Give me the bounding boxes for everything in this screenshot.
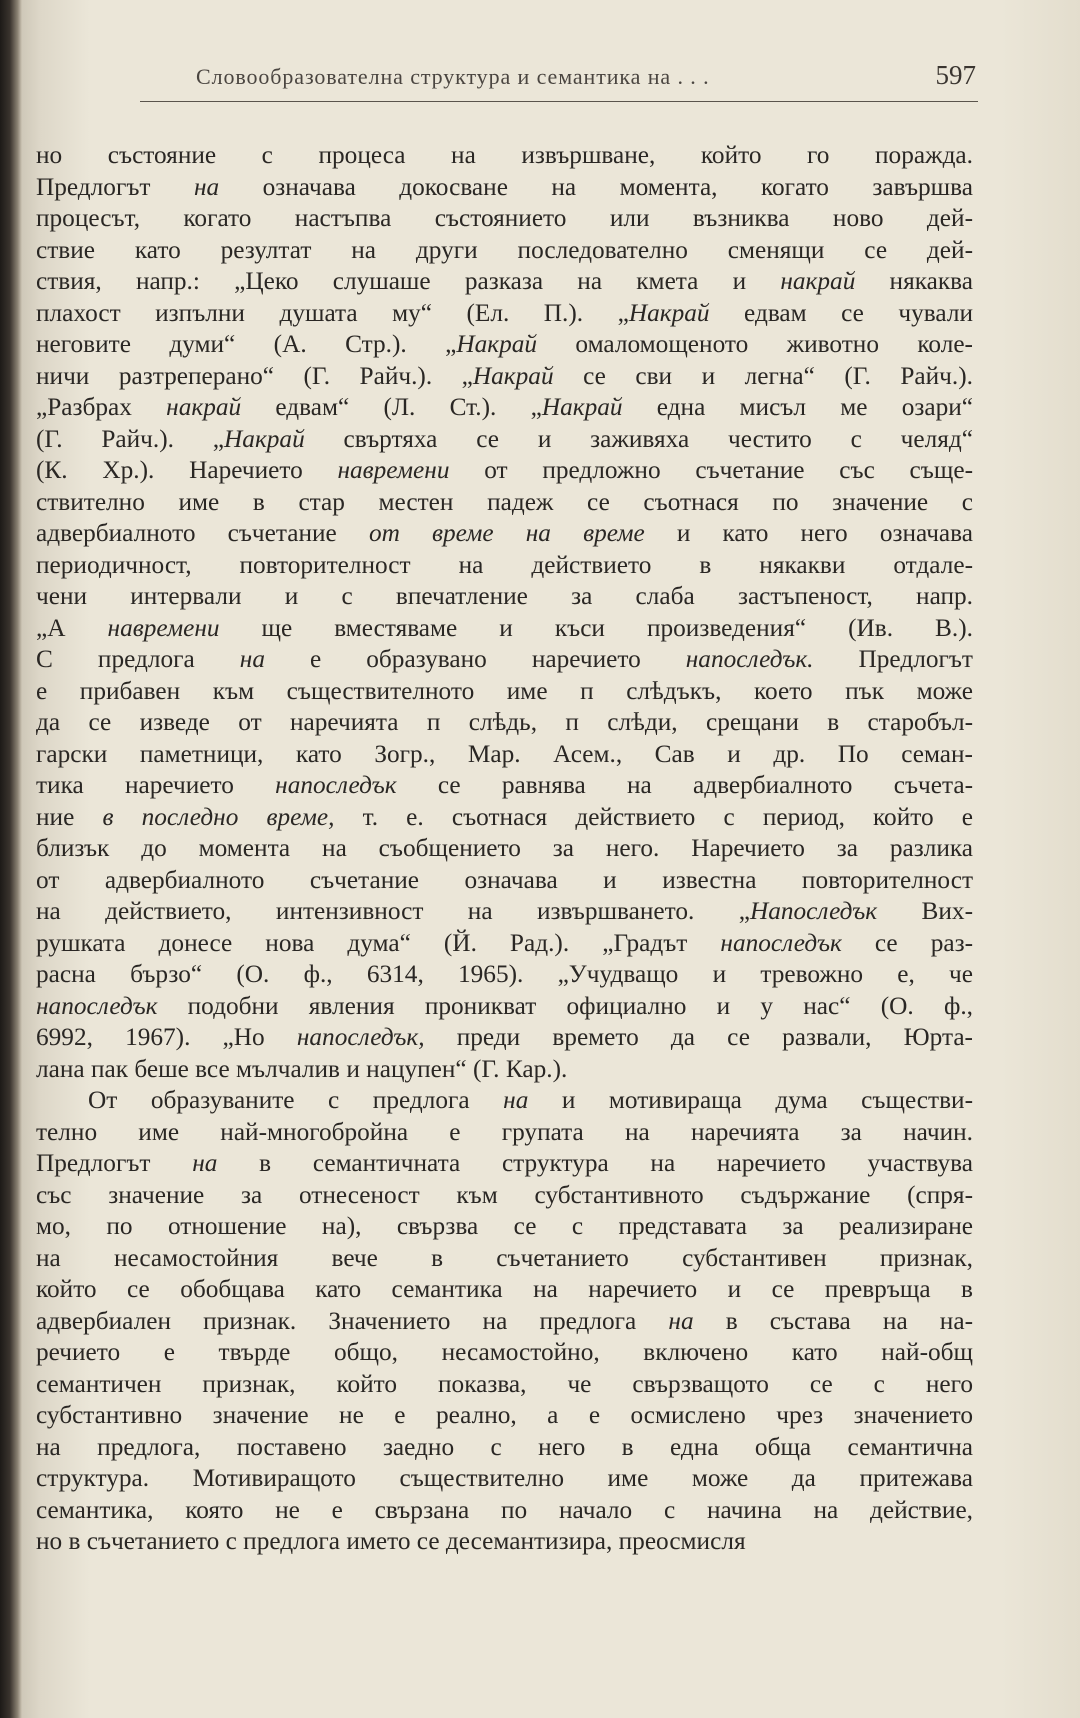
text-run: (К. Хр.). Наречието — [36, 456, 338, 484]
italic-run: Напоследък — [749, 897, 878, 925]
text-run: ничи разтреперано“ (Г. Райч.). „ — [36, 361, 473, 390]
text-run: е прибавен към съществителното име п слѣдъкъ, което пък може — [36, 676, 973, 705]
text-run: „А — [36, 613, 108, 642]
header-rule — [140, 101, 978, 102]
text-line — [36, 1085, 973, 1117]
text-run: плахост изпълни душата му“ (Ел. П.). „ — [36, 298, 629, 327]
text-line — [36, 1432, 973, 1464]
text-line — [36, 770, 973, 802]
text-line — [36, 1463, 973, 1495]
text-line — [36, 392, 973, 424]
text-line — [36, 266, 973, 298]
text-line — [36, 455, 973, 487]
text-line — [36, 1274, 973, 1306]
text-run: в състава на на- — [693, 1306, 973, 1335]
text-run: расна бързо“ (О. ф., 6314, 1965). „Учудващо и тревожно е, че — [36, 960, 973, 988]
italic-run: в последно време, — [102, 802, 335, 831]
italic-run: Накрай — [456, 330, 538, 358]
text-line — [36, 1526, 973, 1558]
text-run: ствие като резултат на други последователно сменящи се дей- — [36, 235, 973, 264]
text-line — [36, 298, 973, 330]
text-run: със значение за отнесеност към субстантивното съдържание (спря- — [36, 1180, 973, 1209]
text-run: речието е твърде общо, несамостойно, включено като най-общ — [36, 1338, 973, 1366]
italic-run: на — [239, 645, 265, 673]
body-text — [36, 140, 973, 1558]
text-run: една мисъл ме озари“ — [622, 393, 973, 421]
text-run: мо, по отношение на), свързва се с представата за реализиране — [36, 1212, 973, 1240]
running-title: Словообразователна структура и семантика на . . . — [196, 64, 710, 89]
text-run: ствително име в стар местен падеж се съотнася по значение с — [36, 487, 973, 516]
text-run: Вих- — [877, 897, 974, 925]
page-number: 597 — [935, 60, 976, 90]
page-header — [196, 62, 976, 96]
italic-run: на — [192, 1149, 218, 1177]
text-run: Предлогът — [36, 1149, 193, 1177]
text-run: от адвербиалното съчетание означава и известна повторителност — [36, 865, 973, 894]
text-run: семантика, която не е свързана по начало с начина на действие, — [36, 1495, 973, 1524]
text-run: преди времето да се развали, Юрта- — [424, 1023, 973, 1051]
text-line — [36, 644, 973, 676]
text-line — [36, 518, 973, 550]
text-line — [36, 802, 973, 834]
text-run: От образуваните с предлога — [88, 1086, 504, 1114]
text-run: гарски паметници, като Зогр., Мар. Асем., Сав и др. По семан- — [36, 739, 973, 768]
text-line — [36, 896, 973, 928]
italic-run: напоследък. — [685, 645, 814, 673]
text-run: С предлога — [36, 645, 240, 673]
italic-run: Накрай — [628, 298, 710, 327]
text-run: Предлогът — [36, 172, 194, 201]
text-line — [36, 361, 973, 393]
text-run: Предлогът — [813, 645, 973, 673]
text-line — [36, 707, 973, 739]
italic-run: накрай — [780, 267, 856, 295]
text-run: на предлога, поставено заедно с него в една обща семантична — [36, 1432, 973, 1461]
text-run: телно име най-многобройна е групата на наречията за начин. — [36, 1117, 973, 1146]
italic-run: на — [503, 1086, 529, 1114]
italic-run: на — [193, 172, 220, 201]
text-run: ще вместяваме и къси произведения“ (Ив. В.). — [219, 613, 973, 642]
italic-run: напоследък — [275, 771, 397, 799]
text-run: структура. Мотивиращото съществително име може да притежава — [36, 1464, 973, 1492]
text-run: едвам се чували — [709, 298, 973, 327]
text-line — [36, 1117, 973, 1149]
paragraph — [36, 140, 973, 1085]
paragraph — [36, 1085, 973, 1558]
text-line — [36, 959, 973, 991]
text-run: но в съчетанието с предлога името се десемантизира, преосмисля — [36, 1527, 746, 1555]
text-run: адвербиалното съчетание — [36, 519, 369, 547]
text-run: семантичен признак, който показва, че свързващото се с него — [36, 1369, 973, 1398]
text-run: т. е. съотнася действието с период, който е — [334, 802, 973, 831]
text-run: и като него означава — [644, 519, 974, 547]
text-run: който се обобщава като семантика на наречието и се превръща в — [36, 1275, 973, 1303]
text-line — [36, 1022, 973, 1054]
italic-run: Накрай — [472, 361, 554, 390]
text-line — [36, 1369, 973, 1401]
text-run: в семантичната структура на наречието участвува — [217, 1149, 973, 1177]
italic-run: на — [668, 1306, 694, 1335]
italic-run: напоследък, — [296, 1023, 425, 1051]
text-run: се равнява на адвербиалното съчета- — [396, 771, 973, 799]
text-run: ствия, напр.: „Цеко слушаше разказа на кмета и — [36, 267, 781, 295]
text-line — [36, 172, 973, 204]
text-line — [36, 487, 973, 519]
text-line — [36, 739, 973, 771]
text-run: чени интервали и с впечатление за слаба застъпеност, напр. — [36, 582, 973, 610]
text-run: да се изведе от наречията п слѣдь, п слѣди, срещани в старобъл- — [36, 708, 973, 736]
text-line — [36, 581, 973, 613]
text-line — [36, 1180, 973, 1212]
text-line — [36, 676, 973, 708]
text-line — [36, 865, 973, 897]
text-run: ние — [36, 802, 103, 831]
text-run: е образувано наречието — [264, 645, 686, 673]
text-run: адвербиален признак. Значението на предлога — [36, 1306, 669, 1335]
italic-run: навремени — [107, 613, 220, 642]
text-run: се раз- — [841, 928, 973, 957]
text-line — [36, 140, 973, 172]
italic-run: от време на време — [368, 519, 645, 547]
italic-run: накрай — [166, 393, 242, 421]
text-line — [36, 329, 973, 361]
text-run: (Г. Райч.). „ — [36, 424, 225, 453]
text-run: на действието, интензивност на извършването. „ — [36, 897, 750, 925]
text-run: от предложно съчетание със съще- — [449, 456, 973, 484]
text-run: 6992, 1967). „Но — [36, 1023, 297, 1051]
text-line — [36, 991, 973, 1023]
text-line — [36, 1243, 973, 1275]
text-line — [36, 1337, 973, 1369]
text-run: свъртяха се и заживяха честито с челяд“ — [304, 424, 973, 453]
text-line — [36, 1495, 973, 1527]
text-line — [36, 1306, 973, 1338]
text-run: периодичност, повторителност на действието в някакви отдале- — [36, 550, 973, 579]
italic-run: навремени — [337, 456, 450, 484]
text-run: означава докосване на момента, когато завършва — [219, 172, 974, 201]
italic-run: Накрай — [541, 393, 623, 421]
text-line — [36, 613, 973, 645]
text-line — [36, 1400, 973, 1432]
text-run: рушката донесе нова дума“ (Й. Рад.). „Градът — [36, 928, 721, 957]
text-run: неговите думи“ (А. Стр.). „ — [36, 330, 457, 358]
text-line — [36, 928, 973, 960]
text-line — [36, 1211, 973, 1243]
italic-run: напоследък — [36, 991, 158, 1020]
italic-run: Накрай — [224, 424, 305, 453]
text-line — [36, 203, 973, 235]
text-run: близък до момента на съобщението за него. Наречието за разлика — [36, 834, 973, 862]
text-line — [36, 833, 973, 865]
text-line — [36, 424, 973, 456]
text-run: едвам“ (Л. Ст.). „ — [241, 393, 542, 421]
text-run: на несамостойния вече в съчетанието субстантивен признак, — [36, 1243, 973, 1272]
text-line — [36, 1148, 973, 1180]
text-line — [36, 550, 973, 582]
text-run: субстантивно значение не е реално, а е осмислено чрез значението — [36, 1401, 973, 1429]
text-run: омаломощеното животно коле- — [537, 330, 973, 358]
italic-run: напоследък — [720, 928, 842, 957]
text-line — [36, 1054, 973, 1086]
text-run: и мотивираща дума съществи- — [528, 1086, 973, 1114]
text-run: лана пак беше все мълчалив и нацупен“ (Г. Кар.). — [36, 1054, 568, 1083]
text-run: но състояние с процеса на извършване, който го поражда. — [36, 141, 973, 169]
text-run: тика наречието — [36, 771, 276, 799]
book-spine-shadow — [0, 0, 22, 1718]
text-run: се сви и легна“ (Г. Райч.). — [553, 361, 973, 390]
text-run: подобни явления проникват официално и у нас“ (О. ф., — [157, 991, 973, 1020]
text-run: процесът, когато настъпва състоянието или възниква ново дей- — [36, 204, 973, 232]
text-run: някаква — [855, 267, 973, 295]
text-line — [36, 235, 973, 267]
text-run: „Разбрах — [36, 393, 167, 421]
